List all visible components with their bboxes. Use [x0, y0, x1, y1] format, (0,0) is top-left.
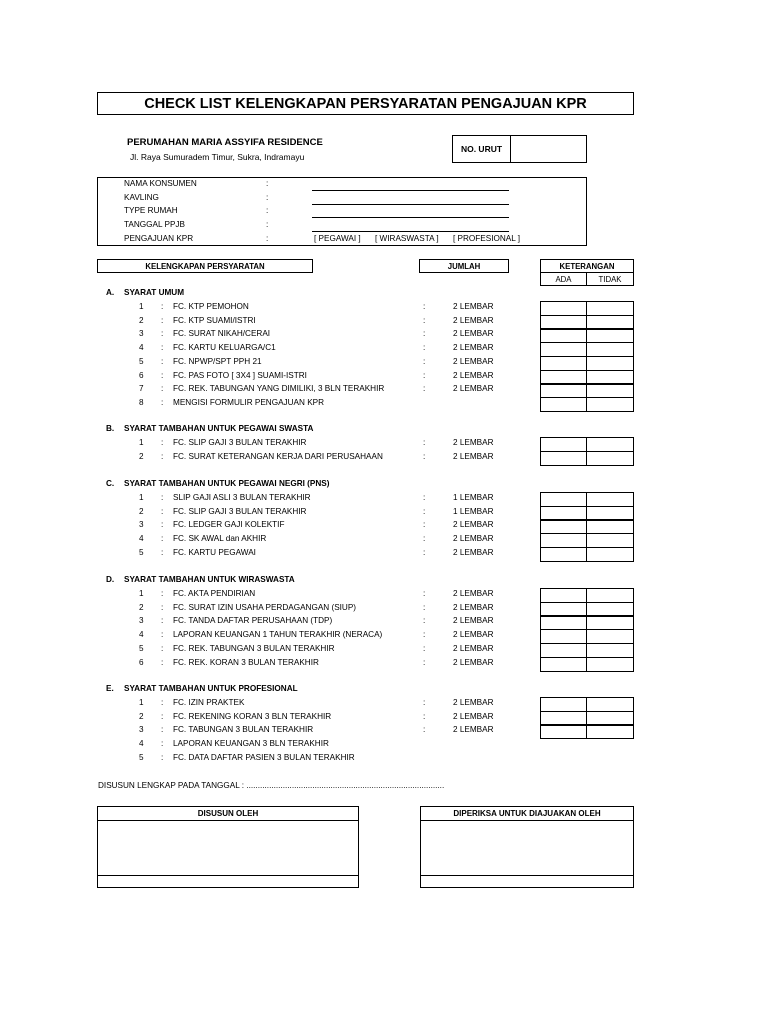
no-urut-box — [452, 135, 587, 163]
requirement-text: FC. REK. TABUNGAN YANG DIMILIKI, 3 BLN TERAKHIR — [173, 384, 385, 394]
customer-field-input[interactable] — [312, 231, 509, 232]
requirement-text: FC. KTP SUAMI/ISTRI — [173, 315, 256, 325]
header-keterangan: KETERANGAN — [540, 259, 634, 273]
separator: : — [161, 725, 164, 735]
item-quantity: 2 LEMBAR — [453, 384, 494, 394]
item-quantity: 2 LEMBAR — [453, 343, 494, 353]
item-number: 2 — [139, 711, 144, 721]
separator: : — [161, 698, 164, 707]
item-quantity: 2 LEMBAR — [453, 534, 494, 544]
item-number: 3 — [139, 725, 144, 735]
separator: : — [161, 589, 164, 598]
separator: : — [423, 384, 426, 394]
requirement-text: FC. IZIN PRAKTEK — [173, 698, 245, 707]
kpr-option[interactable]: [ PROFESIONAL ] — [453, 234, 521, 243]
company-address: Jl. Raya Sumuradem Timur, Sukra, Indramayu — [130, 152, 305, 162]
item-number: 3 — [139, 616, 144, 626]
section-title: SYARAT TAMBAHAN UNTUK PEGAWAI SWASTA — [124, 424, 314, 433]
tidak-checkbox[interactable] — [586, 724, 634, 739]
separator: : — [423, 725, 426, 735]
requirement-text: MENGISI FORMULIR PENGAJUAN KPR — [173, 397, 325, 407]
separator: : — [161, 384, 164, 394]
separator: : — [161, 451, 164, 461]
item-number: 5 — [139, 643, 144, 653]
requirement-text: FC. LEDGER GAJI KOLEKTIF — [173, 520, 285, 530]
requirement-text: FC. REKENING KORAN 3 BLN TERAKHIR — [173, 711, 332, 721]
item-number: 5 — [139, 547, 144, 557]
customer-field-label: NAMA KONSUMEN — [124, 179, 197, 188]
item-number: 8 — [139, 397, 144, 407]
customer-field-input[interactable] — [312, 204, 509, 205]
item-quantity: 2 LEMBAR — [453, 547, 494, 557]
separator: : — [161, 506, 164, 516]
separator: : — [423, 356, 426, 366]
customer-field-label: KAVLING — [124, 193, 159, 202]
ada-checkbox[interactable] — [540, 451, 587, 466]
section-title: SYARAT TAMBAHAN UNTUK WIRASWASTA — [124, 575, 295, 584]
requirement-text: FC. SK AWAL dan AKHIR — [173, 534, 267, 544]
separator: : — [423, 520, 426, 530]
separator: : — [423, 302, 426, 311]
separator: : — [266, 206, 269, 215]
separator: : — [161, 739, 164, 749]
item-number: 4 — [139, 739, 144, 749]
customer-field-label: PENGAJUAN KPR — [124, 234, 194, 243]
separator: : — [423, 602, 426, 612]
no-urut-label: NO. URUT — [453, 136, 511, 162]
separator: : — [161, 616, 164, 626]
ada-checkbox[interactable] — [540, 657, 587, 672]
item-number: 1 — [139, 493, 144, 502]
requirement-text: FC. SURAT KETERANGAN KERJA DARI PERUSAHAAN — [173, 451, 383, 461]
tidak-checkbox[interactable] — [586, 657, 634, 672]
header-kelengkapan: KELENGKAPAN PERSYARATAN — [97, 259, 313, 273]
item-quantity: 2 LEMBAR — [453, 725, 494, 735]
customer-field-label: TYPE RUMAH — [124, 206, 178, 215]
separator: : — [423, 643, 426, 653]
signature-line — [421, 875, 633, 876]
item-number: 5 — [139, 752, 144, 762]
item-quantity: 2 LEMBAR — [453, 602, 494, 612]
item-quantity: 2 LEMBAR — [453, 356, 494, 366]
item-quantity: 2 LEMBAR — [453, 438, 494, 447]
separator: : — [161, 493, 164, 502]
separator: : — [423, 698, 426, 707]
separator: : — [266, 234, 269, 243]
separator: : — [161, 520, 164, 530]
kpr-option[interactable]: [ WIRASWASTA ] — [375, 234, 439, 243]
ada-checkbox[interactable] — [540, 397, 587, 412]
item-number: 4 — [139, 343, 144, 353]
requirement-text: FC. AKTA PENDIRIAN — [173, 589, 256, 598]
tidak-checkbox[interactable] — [586, 547, 634, 562]
requirement-text: FC. NPWP/SPT PPH 21 — [173, 356, 262, 366]
requirement-text: FC. KARTU KELUARGA/C1 — [173, 343, 276, 353]
item-quantity: 2 LEMBAR — [453, 329, 494, 339]
requirement-text: FC. TANDA DAFTAR PERUSAHAAN (TDP) — [173, 616, 333, 626]
disusun-tanggal: DISUSUN LENGKAP PADA TANGGAL : ....................................................................................... — [98, 781, 445, 790]
item-number: 1 — [139, 438, 144, 447]
section-letter: B. — [106, 424, 115, 433]
disusun-oleh-box — [97, 806, 359, 888]
separator: : — [266, 220, 269, 229]
item-number: 5 — [139, 356, 144, 366]
no-urut-field[interactable] — [510, 136, 586, 162]
separator: : — [423, 589, 426, 598]
item-quantity: 2 LEMBAR — [453, 315, 494, 325]
item-number: 2 — [139, 506, 144, 516]
item-quantity: 2 LEMBAR — [453, 520, 494, 530]
diperiksa-oleh-box — [420, 806, 634, 888]
requirement-text: FC. SURAT IZIN USAHA PERDAGANGAN (SIUP) — [173, 602, 357, 612]
requirement-text: FC. REK. KORAN 3 BULAN TERAKHIR — [173, 657, 319, 667]
separator: : — [161, 630, 164, 640]
separator: : — [423, 657, 426, 667]
item-number: 3 — [139, 520, 144, 530]
item-quantity: 2 LEMBAR — [453, 370, 494, 380]
requirement-text: FC. SLIP GAJI 3 BULAN TERAKHIR — [173, 506, 307, 516]
item-number: 6 — [139, 657, 144, 667]
separator: : — [423, 547, 426, 557]
requirement-text: LAPORAN KEUANGAN 3 BLN TERAKHIR — [173, 739, 329, 749]
tidak-checkbox[interactable] — [586, 397, 634, 412]
item-quantity: 2 LEMBAR — [453, 711, 494, 721]
item-quantity: 2 LEMBAR — [453, 302, 494, 311]
separator: : — [161, 534, 164, 544]
requirement-text: FC. TABUNGAN 3 BULAN TERAKHIR — [173, 725, 314, 735]
separator: : — [423, 493, 426, 502]
requirement-text: FC. SURAT NIKAH/CERAI — [173, 329, 271, 339]
item-number: 4 — [139, 534, 144, 544]
requirement-text: FC. PAS FOTO [ 3X4 ] SUAMI-ISTRI — [173, 370, 307, 380]
ada-checkbox[interactable] — [540, 547, 587, 562]
section-title: SYARAT TAMBAHAN UNTUK PEGAWAI NEGRI (PNS) — [124, 479, 330, 488]
separator: : — [423, 506, 426, 516]
separator: : — [161, 397, 164, 407]
item-number: 3 — [139, 329, 144, 339]
separator: : — [423, 438, 426, 447]
section-letter: C. — [106, 479, 115, 488]
separator: : — [266, 179, 269, 188]
requirement-text: FC. KARTU PEGAWAI — [173, 547, 256, 557]
item-quantity: 2 LEMBAR — [453, 616, 494, 626]
tidak-checkbox[interactable] — [586, 451, 634, 466]
separator: : — [161, 343, 164, 353]
separator: : — [161, 356, 164, 366]
diperiksa-oleh-label: DIPERIKSA UNTUK DIAJUAKAN OLEH — [421, 807, 633, 821]
separator: : — [423, 616, 426, 626]
company-name: PERUMAHAN MARIA ASSYIFA RESIDENCE — [127, 137, 323, 148]
separator: : — [423, 343, 426, 353]
item-number: 1 — [139, 589, 144, 598]
item-quantity: 2 LEMBAR — [453, 698, 494, 707]
requirement-text: SLIP GAJI ASLI 3 BULAN TERAKHIR — [173, 493, 311, 502]
separator: : — [161, 370, 164, 380]
customer-field-input[interactable] — [312, 190, 509, 191]
item-quantity: 2 LEMBAR — [453, 589, 494, 598]
customer-field-input[interactable] — [312, 217, 509, 218]
header-ada: ADA — [540, 272, 587, 286]
section-letter: A. — [106, 288, 115, 297]
item-number: 1 — [139, 698, 144, 707]
separator: : — [161, 711, 164, 721]
separator: : — [423, 315, 426, 325]
page-title: CHECK LIST KELENGKAPAN PERSYARATAN PENGAJUAN KPR — [97, 92, 634, 115]
item-number: 7 — [139, 384, 144, 394]
item-number: 2 — [139, 315, 144, 325]
kpr-option[interactable]: [ PEGAWAI ] — [314, 234, 361, 243]
disusun-oleh-label: DISUSUN OLEH — [98, 807, 358, 821]
customer-field-label: TANGGAL PPJB — [124, 220, 185, 229]
separator: : — [161, 315, 164, 325]
signature-line — [98, 875, 358, 876]
item-quantity: 1 LEMBAR — [453, 493, 494, 502]
section-letter: E. — [106, 684, 114, 693]
separator: : — [423, 630, 426, 640]
separator: : — [423, 711, 426, 721]
header-jumlah: JUMLAH — [419, 259, 509, 273]
item-quantity: 2 LEMBAR — [453, 643, 494, 653]
separator: : — [161, 752, 164, 762]
separator: : — [161, 602, 164, 612]
section-title: SYARAT UMUM — [124, 288, 185, 297]
separator: : — [423, 451, 426, 461]
section-letter: D. — [106, 575, 115, 584]
header-tidak: TIDAK — [586, 272, 634, 286]
separator: : — [161, 329, 164, 339]
item-number: 2 — [139, 451, 144, 461]
requirement-text: LAPORAN KEUANGAN 1 TAHUN TERAKHIR (NERACA) — [173, 630, 383, 640]
item-quantity: 2 LEMBAR — [453, 451, 494, 461]
item-number: 2 — [139, 602, 144, 612]
requirement-text: FC. DATA DAFTAR PASIEN 3 BULAN TERAKHIR — [173, 752, 355, 762]
requirement-text: FC. SLIP GAJI 3 BULAN TERAKHIR — [173, 438, 307, 447]
separator: : — [161, 643, 164, 653]
ada-checkbox[interactable] — [540, 724, 587, 739]
requirement-text: FC. REK. TABUNGAN 3 BULAN TERAKHIR — [173, 643, 335, 653]
separator: : — [423, 329, 426, 339]
section-title: SYARAT TAMBAHAN UNTUK PROFESIONAL — [124, 684, 298, 693]
item-number: 4 — [139, 630, 144, 640]
item-quantity: 1 LEMBAR — [453, 506, 494, 516]
requirement-text: FC. KTP PEMOHON — [173, 302, 249, 311]
separator: : — [423, 370, 426, 380]
item-quantity: 2 LEMBAR — [453, 657, 494, 667]
item-quantity: 2 LEMBAR — [453, 630, 494, 640]
separator: : — [161, 657, 164, 667]
item-number: 1 — [139, 302, 144, 311]
separator: : — [161, 547, 164, 557]
separator: : — [161, 438, 164, 447]
item-number: 6 — [139, 370, 144, 380]
separator: : — [266, 193, 269, 202]
separator: : — [423, 534, 426, 544]
separator: : — [161, 302, 164, 311]
